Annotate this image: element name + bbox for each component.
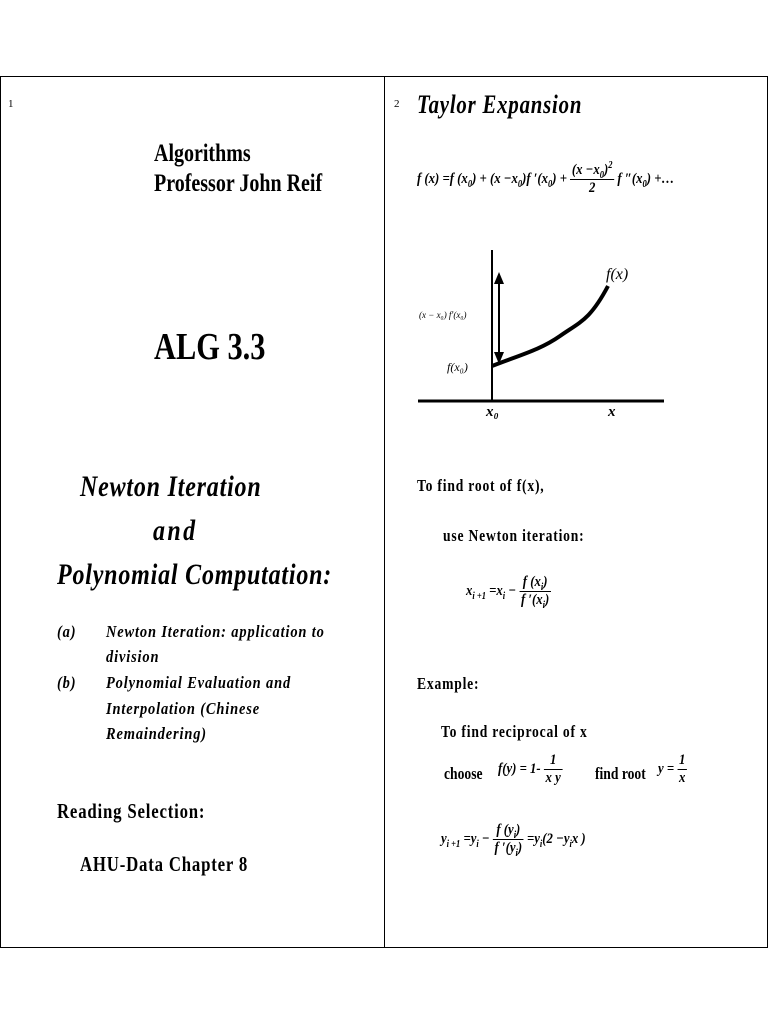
text-use-newton: use Newton iteration: [443,526,585,545]
list-item-b-line1: Polynomial Evaluation and [106,673,292,692]
newton-formula: $x_{i +1} =x_i$ − $\frac{f (x_i)}{f '(x_i)}$ [466,574,550,611]
text-reciprocal: To find reciprocal of x [441,722,588,741]
word-choose: choose [444,764,483,783]
list-item-b-line2: Interpolation (Chinese [106,699,260,718]
graph-offset-label: (x − x₀) f′(x₀) [419,310,467,320]
graph-curve-label: f(x) [606,266,629,283]
reading-selection-label: Reading Selection: [57,799,206,823]
text-find-root: To find root of f(x), [417,476,545,495]
graph-start-label: f(x₀) [447,360,468,374]
topic-line-3: Polynomial Computation: [57,558,333,591]
graph-x0-label: x₀ [486,404,499,420]
list-marker-b: (b) [57,673,77,692]
page-number-right: 2 [394,98,400,110]
topic-line-1: Newton Iteration [80,470,262,503]
graph-x-label: x [608,404,616,420]
taylor-formula: f (x) =f $(x_0) + (x -x_0)f$ $'(x_0)$ + $\frac{(x -x_0)^2}{2}$ f $''(x_0)$ +… [417,160,675,196]
slide-divider [384,76,385,948]
taylor-heading: Taylor Expansion [417,90,583,119]
graph-arrow-head-up [494,272,504,284]
lecture-code: ALG 3.3 [154,326,266,368]
graph-curve [492,286,608,366]
taylor-graph [410,240,680,440]
reciprocal-iteration-formula: $y_{i +1} =y_i$ − $\frac{f (y_i)}{f '(y_i)}$ $=y_i(2 -y_ix$ ) [441,822,586,859]
topic-line-2: and [153,514,198,547]
course-title: Algorithms [154,140,251,167]
page-number-left: 1 [8,98,14,110]
list-item-a-line2: division [106,647,160,666]
reading-selection-item: AHU-Data Chapter 8 [80,852,249,876]
list-marker-a: (a) [57,622,77,641]
professor-name: Professor John Reif [154,170,323,197]
word-find-root: find root [595,764,646,783]
example-label: Example: [417,674,480,693]
choose-formula: f(y) = 1- $\frac{1}{\text{x y}}$ [498,752,561,786]
list-item-b-line3: Remaindering) [106,724,207,743]
list-item-a-line1: Newton Iteration: application to [106,622,325,641]
root-formula: y = $\frac{1}{x}$ [658,752,686,786]
